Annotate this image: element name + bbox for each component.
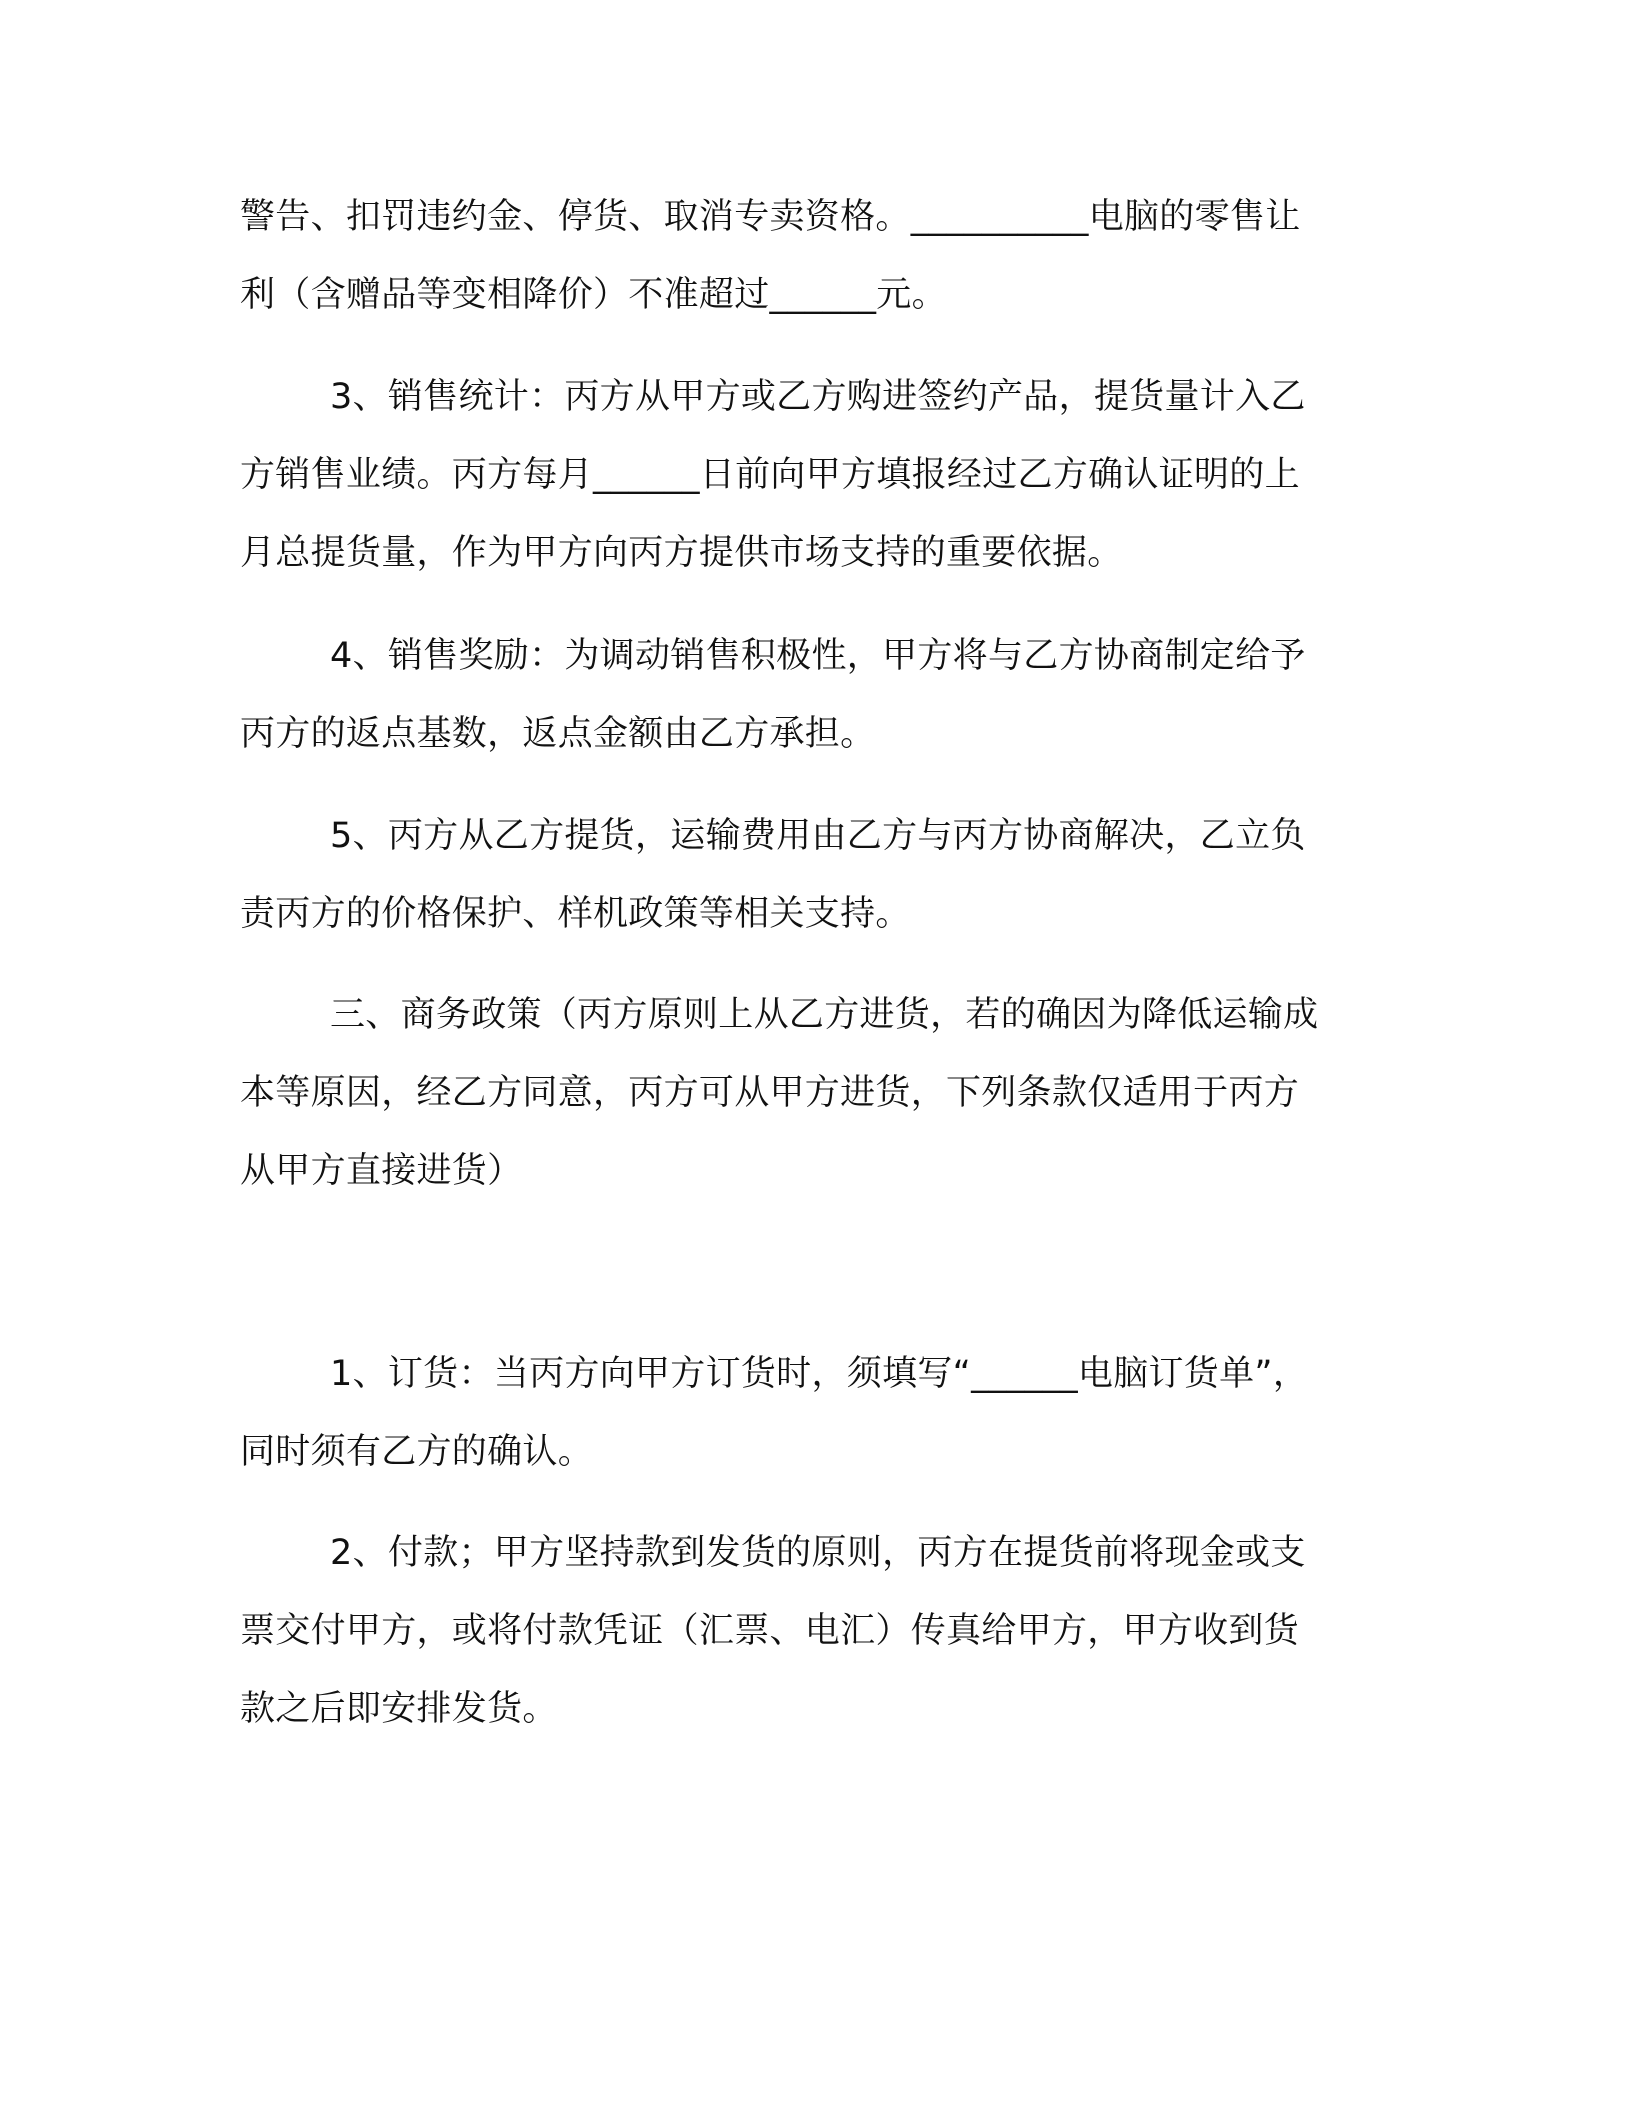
paragraph-line: 丙方的返点基数，返点金额由乙方承担。 <box>240 714 876 754</box>
paragraph-line: 款之后即安排发货。 <box>240 1689 558 1729</box>
paragraph-line: 同时须有乙方的确认。 <box>240 1432 594 1472</box>
paragraph-line: 从甲方直接进货） <box>240 1151 523 1191</box>
paragraph-line: 票交付甲方，或将付款凭证（汇票、电汇）传真给甲方，甲方收到货 <box>240 1611 1300 1651</box>
paragraph-line: 1、订货：当丙方向甲方订货时，须填写“______电脑订货单”， <box>330 1354 1309 1394</box>
paragraph-line: 5、丙方从乙方提货，运输费用由乙方与丙方协商解决，乙立负 <box>330 816 1306 856</box>
paragraph-sales-reward <box>240 617 1400 773</box>
paragraph-line: 警告、扣罚违约金、停货、取消专卖资格。__________电脑的零售让 <box>240 197 1301 237</box>
paragraph-payment <box>240 1514 1400 1748</box>
paragraph-line: 三、商务政策（丙方原则上从乙方进货，若的确因为降低运输成 <box>330 995 1319 1035</box>
paragraph-line: 3、销售统计：丙方从甲方或乙方购进签约产品，提货量计入乙 <box>330 377 1306 417</box>
paragraph-business-policy <box>240 976 1400 1210</box>
paragraph-pickup <box>240 797 1400 953</box>
paragraph-sales-stats <box>240 358 1400 592</box>
paragraph-line: 利（含赠品等变相降价）不准超过______元。 <box>240 275 947 315</box>
paragraph-penalty-end <box>240 178 1400 334</box>
paragraph-line: 月总提货量，作为甲方向丙方提供市场支持的重要依据。 <box>240 533 1123 573</box>
paragraph-ordering <box>240 1335 1400 1491</box>
paragraph-line: 4、销售奖励：为调动销售积极性，甲方将与乙方协商制定给予 <box>330 636 1306 676</box>
paragraph-line: 本等原因，经乙方同意，丙方可从甲方进货，下列条款仅适用于丙方 <box>240 1073 1300 1113</box>
paragraph-line: 方销售业绩。丙方每月______日前向甲方填报经过乙方确认证明的上 <box>240 455 1300 495</box>
paragraph-line: 2、付款；甲方坚持款到发货的原则，丙方在提货前将现金或支 <box>330 1533 1306 1573</box>
paragraph-line: 责丙方的价格保护、样机政策等相关支持。 <box>240 894 911 934</box>
